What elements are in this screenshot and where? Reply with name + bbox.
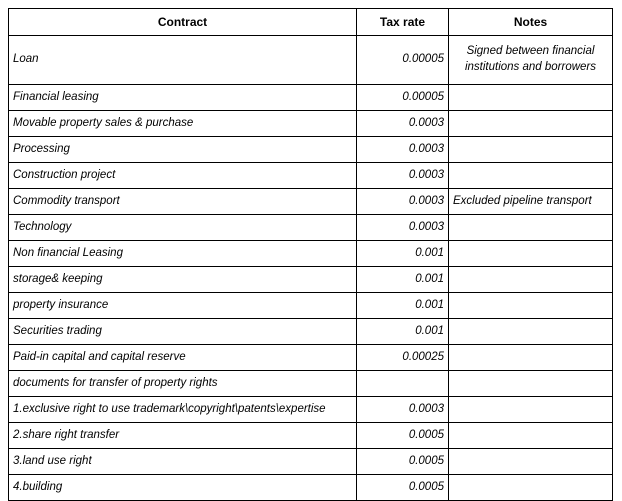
cell-tax-rate: 0.0003 [357, 163, 449, 189]
table-row [9, 371, 613, 397]
table-row [9, 267, 613, 293]
cell-notes [449, 475, 613, 501]
cell-notes [449, 85, 613, 111]
table-row [9, 293, 613, 319]
table-row [9, 345, 613, 371]
cell-notes [449, 423, 613, 449]
cell-contract: Non financial Leasing [9, 241, 357, 267]
cell-tax-rate: 0.0005 [357, 423, 449, 449]
column-header-contract: Contract [9, 9, 357, 36]
table-row [9, 36, 613, 85]
cell-tax-rate: 0.0003 [357, 215, 449, 241]
cell-tax-rate: 0.00025 [357, 345, 449, 371]
cell-notes [449, 293, 613, 319]
cell-contract: 4.building [9, 475, 357, 501]
cell-contract: 3.land use right [9, 449, 357, 475]
cell-tax-rate: 0.0003 [357, 137, 449, 163]
cell-notes: Excluded pipeline transport [449, 189, 613, 215]
cell-tax-rate: 0.0005 [357, 449, 449, 475]
cell-contract: Financial leasing [9, 85, 357, 111]
cell-contract: 2.share right transfer [9, 423, 357, 449]
cell-notes: Signed between financial institutions and borrowers [449, 36, 613, 85]
cell-notes [449, 397, 613, 423]
table-row [9, 241, 613, 267]
cell-tax-rate: 0.001 [357, 293, 449, 319]
tax-rate-table-container [8, 8, 612, 501]
cell-tax-rate: 0.00005 [357, 36, 449, 85]
cell-contract: Commodity transport [9, 189, 357, 215]
cell-notes [449, 111, 613, 137]
column-header-notes: Notes [449, 9, 613, 36]
cell-contract: storage& keeping [9, 267, 357, 293]
table-row [9, 449, 613, 475]
tax-rate-table [8, 8, 613, 501]
cell-notes [449, 267, 613, 293]
cell-contract: Loan [9, 36, 357, 85]
cell-contract: documents for transfer of property rights [9, 371, 357, 397]
cell-notes [449, 319, 613, 345]
cell-notes [449, 215, 613, 241]
cell-contract: Construction project [9, 163, 357, 189]
table-row [9, 111, 613, 137]
cell-contract: property insurance [9, 293, 357, 319]
table-row [9, 189, 613, 215]
cell-contract: Securities trading [9, 319, 357, 345]
table-row [9, 319, 613, 345]
cell-tax-rate: 0.0005 [357, 475, 449, 501]
table-row [9, 475, 613, 501]
column-header-tax-rate: Tax rate [357, 9, 449, 36]
cell-contract: Movable property sales & purchase [9, 111, 357, 137]
cell-tax-rate: 0.0003 [357, 397, 449, 423]
cell-tax-rate: 0.0003 [357, 189, 449, 215]
cell-contract: 1.exclusive right to use trademark\copyright\patents\expertise [9, 397, 357, 423]
cell-notes [449, 345, 613, 371]
cell-tax-rate [357, 371, 449, 397]
cell-tax-rate: 0.00005 [357, 85, 449, 111]
table-row [9, 163, 613, 189]
table-row [9, 215, 613, 241]
table-row [9, 137, 613, 163]
cell-notes [449, 137, 613, 163]
table-header-row [9, 9, 613, 36]
table-row [9, 397, 613, 423]
cell-contract: Processing [9, 137, 357, 163]
cell-notes [449, 241, 613, 267]
cell-contract: Paid-in capital and capital reserve [9, 345, 357, 371]
table-body [9, 36, 613, 501]
cell-tax-rate: 0.0003 [357, 111, 449, 137]
cell-notes [449, 449, 613, 475]
table-header [9, 9, 613, 36]
cell-tax-rate: 0.001 [357, 319, 449, 345]
table-row [9, 85, 613, 111]
cell-notes [449, 163, 613, 189]
cell-contract: Technology [9, 215, 357, 241]
table-row [9, 423, 613, 449]
cell-tax-rate: 0.001 [357, 241, 449, 267]
cell-notes [449, 371, 613, 397]
cell-tax-rate: 0.001 [357, 267, 449, 293]
